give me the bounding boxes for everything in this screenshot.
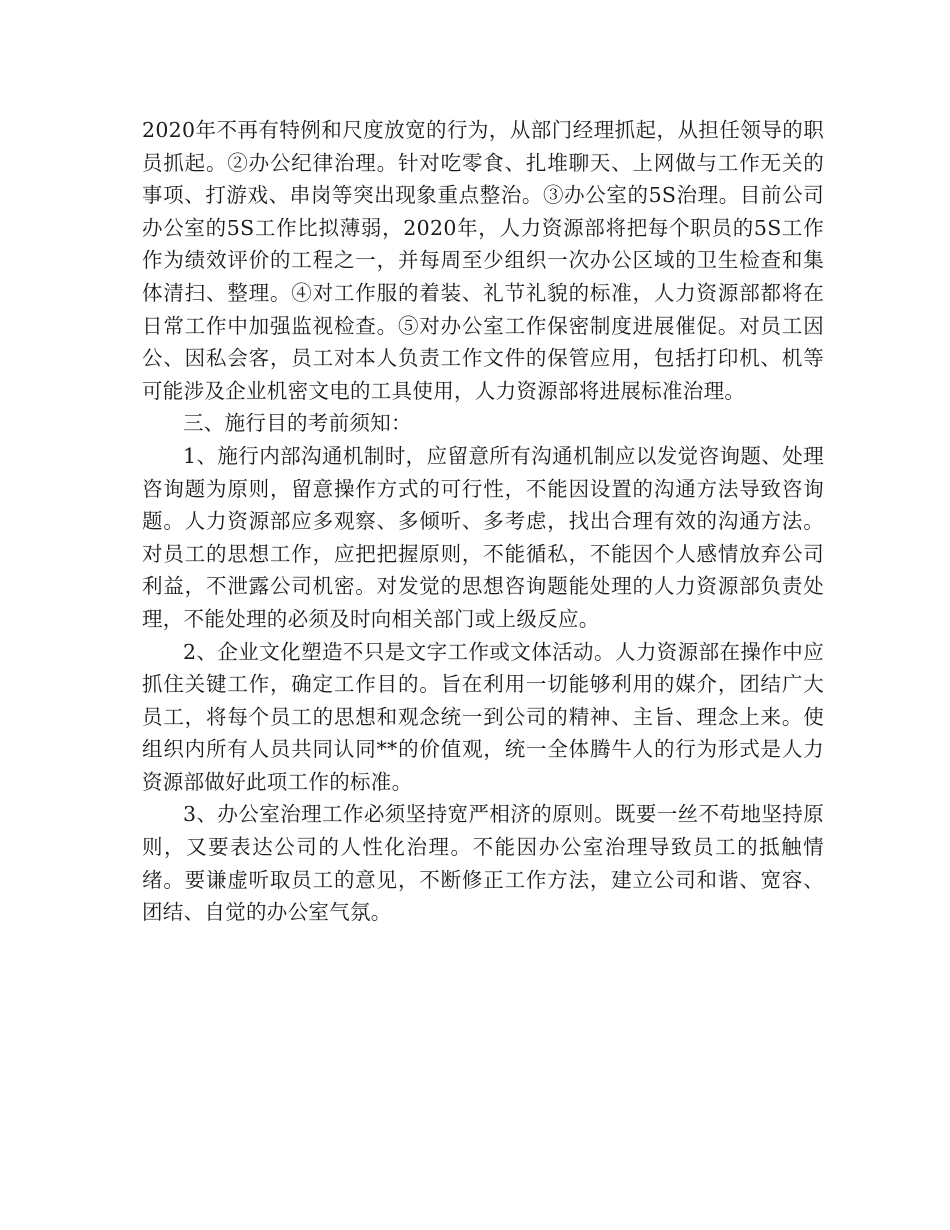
paragraph-note-2: 2、企业文化塑造不只是文字工作或文体活动。人力资源部在操作中应抓住关键工作，确定工作目的。旨在利用一切能够利用的媒介，团结广大员工，将每个员工的思想和观念统一到公司的精神、主旨、理念上来。使组织内所有人员共同认同**的价值观，统一全体腾牛人的行为形式是人力资源部做好此项工作的标准。 (142, 639, 824, 794)
paragraph-note-1: 1、施行内部沟通机制时，应留意所有沟通机制应以发觉咨询题、处理咨询题为原则，留意操作方式的可行性，不能因设置的沟通方法导致咨询题。人力资源部应多观察、多倾听、多考虑，找出合理有效的沟通方法。对员工的思想工作，应把把握原则，不能循私，不能因个人感情放弃公司利益，不泄露公司机密。对发觉的思想咨询题能处理的人力资源部负责处理，不能处理的必须及时向相关部门或上级反应。 (142, 443, 824, 631)
section-heading-implementation-notes: 三、施行目的考前须知： (183, 411, 412, 436)
paragraph-continuation: 2020年不再有特例和尺度放宽的行为，从部门经理抓起，从担任领导的职员抓起。②办公纪律治理。针对吃零食、扎堆聊天、上网做与工作无关的事项、打游戏、串岗等突出现象重点整治。③办公室的5S治理。目前公司办公室的5S工作比拟薄弱，2020年，人力资源部将把每个职员的5S工作作为绩效评价的工程之一，并每周至少组织一次办公区域的卫生检查和集体清扫、整理。④对工作服的着装、礼节礼貌的标准，人力资源部都将在日常工作中加强监视检查。⑤对办公室工作保密制度进展催促。对员工因公、因私会客，员工对本人负责工作文件的保管应用，包括打印机、机等可能涉及企业机密文电的工具使用，人力资源部将进展标准治理。 (142, 118, 824, 403)
document-body (142, 114, 824, 929)
paragraph-note-3: 3、办公室治理工作必须坚持宽严相济的原则。既要一丝不苟地坚持原则，又要表达公司的人性化治理。不能因办公室治理导致员工的抵触情绪。要谦虚听取员工的意见，不断修正工作方法，建立公司和谐、宽容、团结、自觉的办公室气氛。 (142, 802, 824, 925)
